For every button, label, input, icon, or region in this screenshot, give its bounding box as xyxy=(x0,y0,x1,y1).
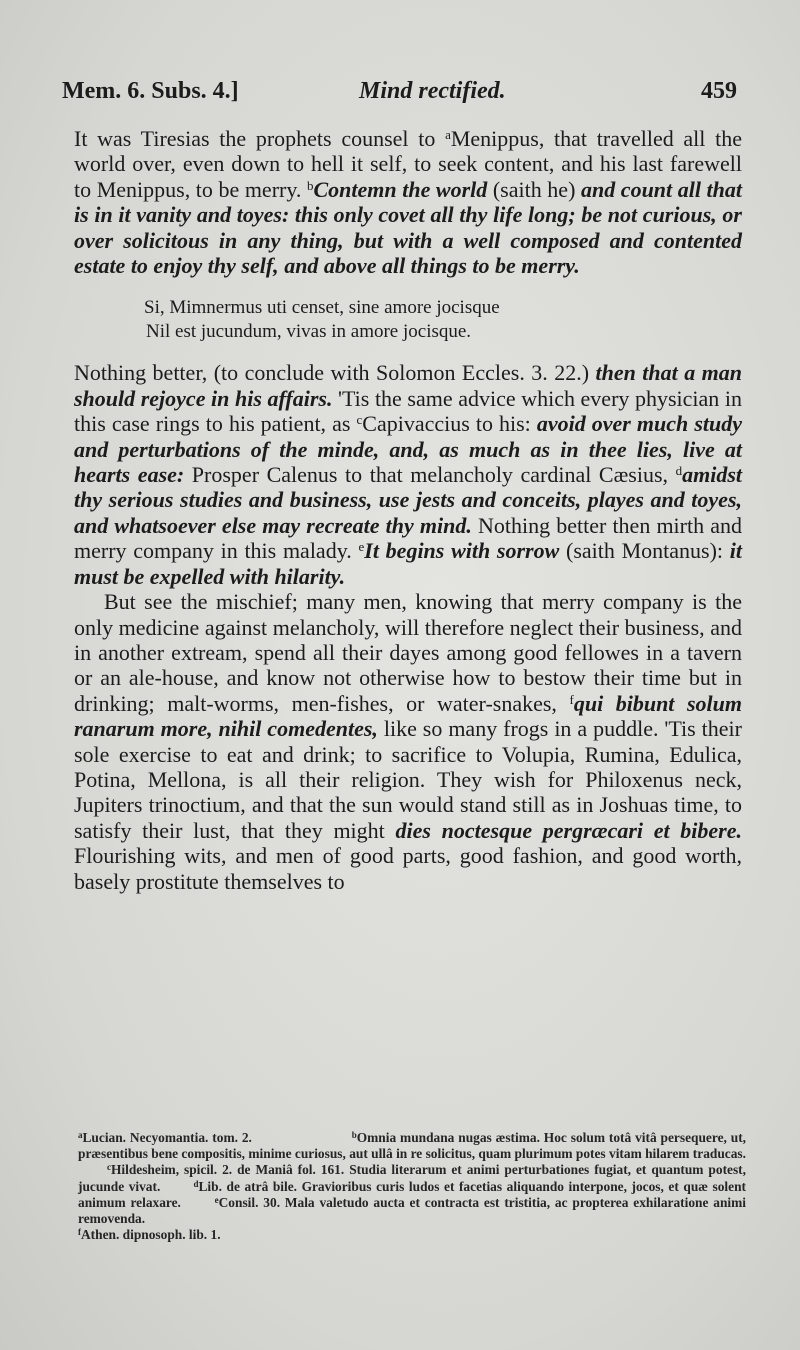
footnotes xyxy=(78,1130,746,1243)
text-run: 'Tis the same advice which every physician in this case rings to his patient, as xyxy=(74,385,742,437)
text-run: (saith Montanus): xyxy=(559,538,730,564)
footnote-marker-a: a xyxy=(445,127,451,142)
italic-run: qui bibunt solum ranarum more, nihil comedentes, xyxy=(74,690,742,742)
footnote-marker-f: f xyxy=(569,691,574,707)
footnote-marker-d: d xyxy=(675,463,683,479)
italic-run: then that a man should rejoyce in his affairs. xyxy=(74,360,742,411)
italic-run: it must be expelled with hilarity. xyxy=(74,538,742,589)
italic-run: It begins with sorrow xyxy=(364,538,560,564)
footnote-marker-c: c xyxy=(356,412,363,428)
paragraph-3 xyxy=(74,589,742,894)
text-run: It was Tiresias the prophets counsel to xyxy=(74,126,446,151)
text-run: Prosper Calenus to that melancholy cardinal Cæsius, xyxy=(184,462,676,488)
footnote-d-marker: d xyxy=(193,1178,199,1189)
text-run: Flourishing wits, and men of good parts, good fashion, and good worth, basely prostitute themselves to xyxy=(74,843,742,894)
footnote-f: Athen. dipnosoph. lib. 1. xyxy=(81,1227,221,1243)
italic-run: and above all things to be merry. xyxy=(284,253,580,279)
text-run: Capivaccius to his: xyxy=(362,411,537,437)
footnote-b-marker: b xyxy=(351,1130,357,1140)
footnote-a: Lucian. Necyomantia. tom. 2. xyxy=(82,1130,252,1145)
section-reference: Mem. 6. Subs. 4.] xyxy=(62,78,239,104)
italic-run: avoid over much study and perturbations of the minde, and, as much as in thee lies, live at hearts ease: xyxy=(74,411,742,488)
main-text xyxy=(74,126,742,894)
footnote-c: Hildesheim, spicil. 2. de Maniâ fol. 161. Studia literarum et animi perturbationes fugiat, et quantum potest, jucunde vivat. xyxy=(78,1162,746,1194)
italic-run: Contemn the world xyxy=(313,176,488,202)
verse-line-1: Si, Mimnermus uti censet, sine amore jocisque xyxy=(144,297,500,319)
italic-run: amidst thy serious studies and business, use jests and conceits, playes and toyes, and whatsoever else may recreate thy mind. xyxy=(74,462,742,538)
paragraph-1 xyxy=(74,126,742,278)
footnote-b: Omnia mundana nugas æstima. Hoc solum totâ vitâ persequere, ut, præsentibus bene compositis, minime curiosus, aut ullâ in re solicitus, quam plurimum potes vitam hilarem traducas. xyxy=(78,1130,747,1162)
italic-run: and count all that is in it vanity and toyes: this only covet all thy life long; be not curious, or over solicitous in any thing, but with a well composed and contented estate to enjoy thy self, xyxy=(74,176,742,279)
footnote-marker-e: e xyxy=(358,539,365,555)
footnote-a-marker: a xyxy=(78,1130,83,1140)
verse-line-2: Nil est jucundum, vivas in amore jocisque. xyxy=(146,321,472,343)
footnote-marker-b: b xyxy=(307,177,314,193)
text-run: But see the mischief; many men, knowing that merry company is the only medicine against melancholy, will therefore neglect their business, and in another extream, spend all their dayes among good fellowes in a tavern or an ale-house, and know not otherwise how to bestow their time but in drinking; malt-worms, men-fishes, or water-snakes, xyxy=(74,589,742,716)
page-number: 459 xyxy=(701,78,737,104)
text-run: Menippus, that travelled all the world over, even down to hell it self, to seek content, and his last farewell to Menippus, to be merry. xyxy=(74,126,742,202)
footnote-d: Lib. de atrâ bile. Gravioribus curis ludos et facetias aliquando interpone, jocos, et quæ solent animum relaxare. xyxy=(78,1178,746,1210)
footnote-c-marker: c xyxy=(106,1162,111,1173)
text-run: (saith he) xyxy=(487,176,581,202)
latin-verse xyxy=(144,296,742,344)
running-title: Mind rectified. xyxy=(359,78,506,104)
italic-run: dies noctesque pergræcari et bibere. xyxy=(395,817,743,843)
text-run: Nothing better then mirth and merry company in this malady. xyxy=(74,512,742,564)
footnote-f-marker: f xyxy=(78,1227,81,1238)
running-header xyxy=(62,78,737,112)
footnote-e: Consil. 30. Mala valetudo aucta et contracta est tristitia, ac propterea exhilaratione animi removenda. xyxy=(78,1194,747,1227)
paragraph-2 xyxy=(74,360,742,589)
text-run: Nothing better, (to conclude with Solomon Eccles. 3. 22.) xyxy=(74,360,596,386)
text-run: like so many frogs in a puddle. 'Tis their sole exercise to eat and drink; to sacrifice to Volupia, Rumina, Edulica, Potina, Mellona, is all their religion. They wish for Philoxenus neck, Jupiters trinoctium, and that the sun would stand still as in Joshuas time, to satisfy their lust, that they might xyxy=(74,716,742,843)
footnote-e-marker: e xyxy=(214,1194,219,1205)
